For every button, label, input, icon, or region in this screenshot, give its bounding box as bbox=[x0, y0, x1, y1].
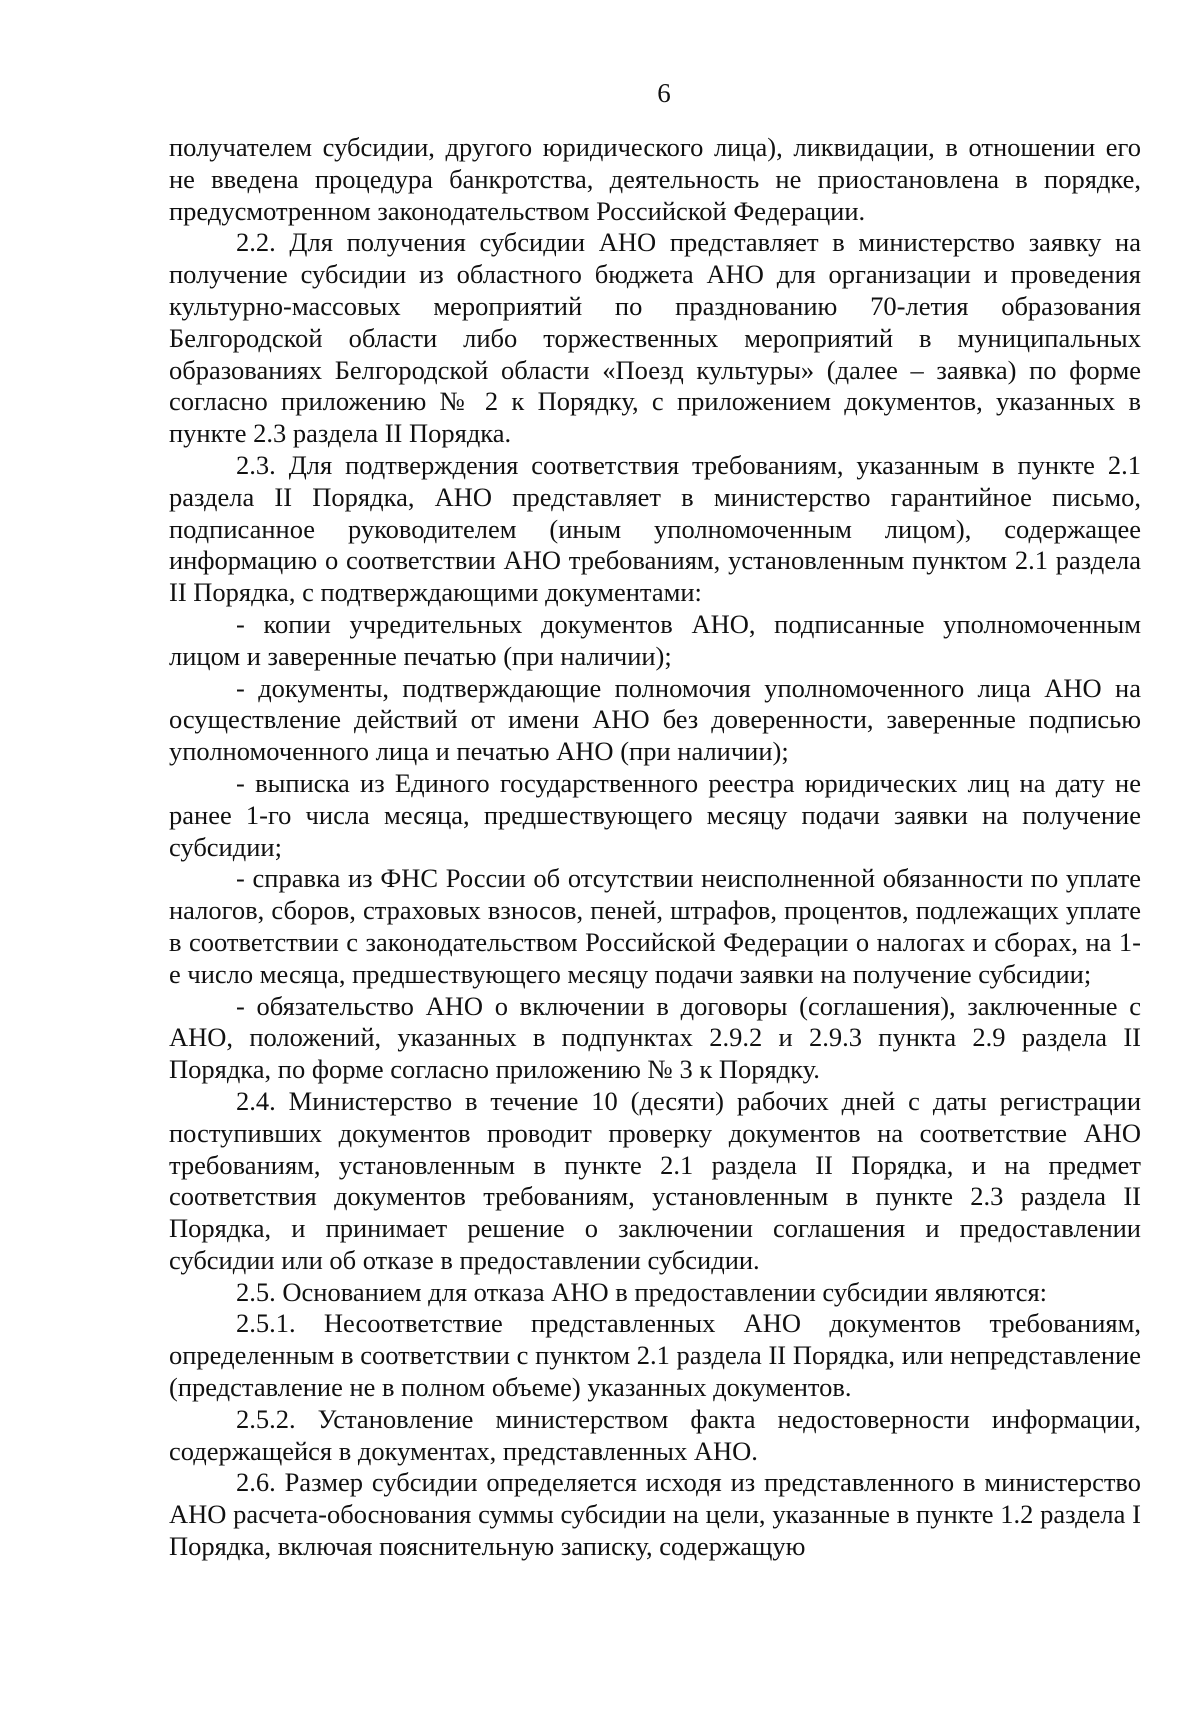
list-item-registry-extract: - выписка из Единого государственного реестра юридических лиц на дату не ранее 1-го числа месяца, предшествующего месяцу подачи заявки на получение субсидии; bbox=[169, 767, 1141, 862]
list-item-charter-copies: - копии учредительных документов АНО, подписанные уполномоченным лицом и заверенные печатью (при наличии); bbox=[169, 608, 1141, 671]
paragraph-continuation: получателем субсидии, другого юридического лица), ликвидации, в отношении его не введена процедура банкротства, деятельность не приостановлена в порядке, предусмотренном законодательством Российской Федерации. bbox=[169, 132, 1141, 226]
list-item-authority-documents: - документы, подтверждающие полномочия уполномоченного лица АНО на осуществление действий от имени АНО без доверенности, заверенные подписью уполномоченного лица и печатью АНО (при наличии); bbox=[169, 672, 1141, 767]
list-item-tax-certificate: - справка из ФНС России об отсутствии неисполненной обязанности по уплате налогов, сборов, страховых взносов, пеней, штрафов, процентов, подлежащих уплате в соответствии с законодательством Российской Федерации о налогах и сборах, на 1-е число месяца, предшествующего месяцу подачи заявки на получение субсидии; bbox=[169, 863, 1141, 989]
document-body bbox=[169, 132, 1141, 1563]
list-item-obligation: - обязательство АНО о включении в договоры (соглашения), заключенные с АНО, положений, указанных в подпунктах 2.9.2 и 2.9.3 пункта 2.9 раздела II Порядка, по форме согласно приложению № 3 к Порядку. bbox=[169, 990, 1141, 1085]
paragraph-2-4: 2.4. Министерство в течение 10 (десяти) рабочих дней с даты регистрации поступивших документов проводит проверку документов на соответствие АНО требованиям, установленным в пункте 2.1 раздела II Порядка, и на предмет соответствия документов требованиям, установленным в пункте 2.3 раздела II Порядка, и принимает решение о заключении соглашения и предоставлении субсидии или об отказе в предоставлении субсидии. bbox=[169, 1085, 1141, 1275]
paragraph-2-2: 2.2. Для получения субсидии АНО представляет в министерство заявку на получение субсидии из областного бюджета АНО для организации и проведения культурно-массовых мероприятий по празднованию 70-летия образования Белгородской области либо торжественных мероприятий в муниципальных образованиях Белгородской области «Поезд культуры» (далее – заявка) по форме согласно приложению № 2 к Порядку, с приложением документов, указанных в пункте 2.3 раздела II Порядка. bbox=[169, 227, 1141, 449]
paragraph-2-3: 2.3. Для подтверждения соответствия требованиям, указанным в пункте 2.1 раздела II Порядка, АНО представляет в министерство гарантийное письмо, подписанное руководителем (иным уполномоченным лицом), содержащее информацию о соответствии АНО требованиям, установленным пунктом 2.1 раздела II Порядка, с подтверждающими документами: bbox=[169, 449, 1141, 608]
paragraph-2-5-2: 2.5.2. Установление министерством факта недостоверности информации, содержащейся в документах, представленных АНО. bbox=[169, 1403, 1141, 1466]
page-number: 6 bbox=[657, 78, 671, 108]
paragraph-2-6: 2.6. Размер субсидии определяется исходя из представленного в министерство АНО расчета-обоснования суммы субсидии на цели, указанные в пункте 1.2 раздела I Порядка, включая пояснительную записку, содержащую bbox=[169, 1467, 1141, 1562]
paragraph-2-5-1: 2.5.1. Несоответствие представленных АНО документов требованиям, определенным в соответствии с пунктом 2.1 раздела II Порядка, или непредставление (представление не в полном объеме) указанных документов. bbox=[169, 1308, 1141, 1403]
paragraph-2-5: 2.5. Основанием для отказа АНО в предоставлении субсидии являются: bbox=[236, 1276, 1048, 1307]
